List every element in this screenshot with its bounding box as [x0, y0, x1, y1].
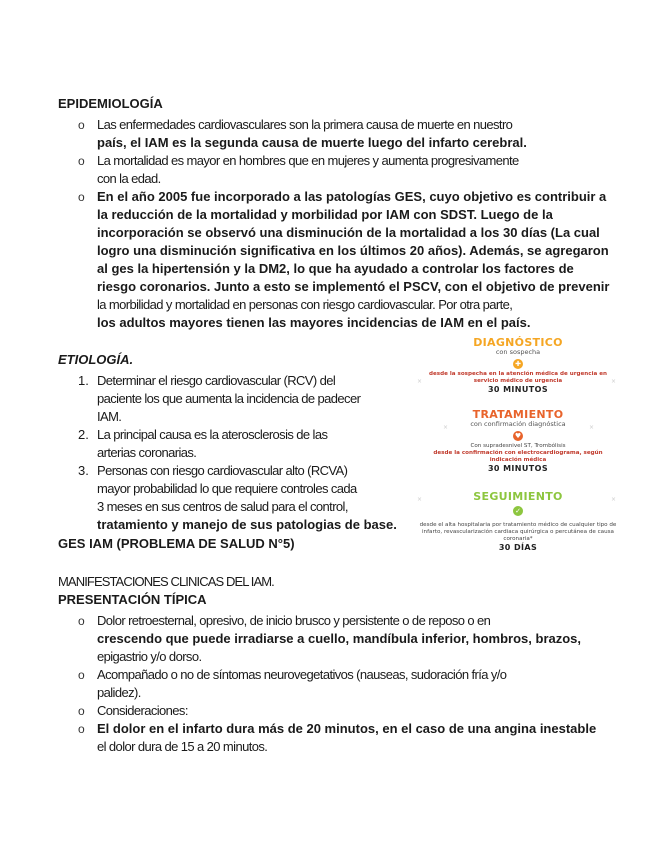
list-item: o La mortalidad es mayor en hombres que en mujeres y aumenta progresivamente con la edad. — [78, 153, 519, 186]
tratamiento-time: 30 MINUTOS — [487, 464, 549, 473]
seguimiento-desc: desde el alta hospitalaria por tratamiento médico de cualquier tipo de infarto, revascularización cardiaca quirúrgica o percutánea de causa coronaria* — [419, 522, 617, 542]
list-number: 2. — [78, 427, 89, 442]
epidemiologia-heading: EPIDEMIOLOGÍA — [58, 96, 163, 111]
seguimiento-time: 30 DÍAS — [498, 543, 538, 552]
list-item: o Acompañado o no de síntomas neurovegetativos (nauseas, sudoración fría y/o palidez). — [78, 667, 507, 700]
decorative-x-icon: × — [443, 424, 449, 431]
manifestaciones-heading: MANIFESTACIONES CLINICAS DEL IAM. — [58, 574, 274, 589]
etiologia-list — [58, 372, 418, 534]
seguimiento-block — [413, 490, 623, 552]
bullet-icon: o — [78, 704, 85, 718]
list-item: 1. Determinar el riesgo cardiovascular (RCV) del paciente los que aumenta la incidencia de padecer IAM. — [78, 373, 361, 424]
decorative-x-icon: × — [589, 424, 595, 431]
list-number: 1. — [78, 373, 89, 388]
list-item: o El dolor en el infarto dura más de 20 minutos, en el caso de una angina inestable el dolor dura de 15 a 20 minutos. — [78, 721, 597, 754]
decorative-x-icon: × — [611, 496, 617, 503]
list-item: o Las enfermedades cardiovasculares son la primera causa de muerte en nuestro país, el IAM es la segunda causa de muerte luego del infarto cerebral. — [78, 117, 527, 150]
tratamiento-desc1: Con supradesnivel ST, Trombólisis — [470, 443, 566, 449]
heart-icon: ♥ — [514, 432, 522, 440]
epidemiologia-list — [58, 116, 618, 332]
list-item: 3. Personas con riesgo cardiovascular alto (RCVA) mayor probabilidad lo que requiere controles cada 3 meses en sus centros de salud para el control, tratamiento y manejo de sus patologias de base. — [78, 463, 397, 532]
diagnostico-block — [413, 336, 623, 394]
list-item: o Dolor retroesternal, opresivo, de inicio brusco y persistente o de reposo o en crescendo que puede irradiarse a cuello, mandíbula inferior, hombros, brazos, epigastrio y/o dorso. — [78, 613, 582, 664]
bullet-icon: o — [78, 154, 85, 168]
diagnostico-time: 30 MINUTOS — [487, 385, 549, 394]
list-number: 3. — [78, 463, 89, 478]
bullet-icon: o — [78, 614, 85, 628]
tratamiento-desc2: desde la confirmación con electrocardiograma, según indicación médica — [433, 450, 603, 463]
diagnostico-title: DIAGNÓSTICO — [473, 336, 563, 349]
stethoscope-icon: ✚ — [513, 359, 523, 369]
bullet-icon: o — [78, 190, 85, 204]
tratamiento-block — [413, 408, 623, 473]
ges-line: GES IAM (PROBLEMA DE SALUD N°5) — [58, 536, 295, 551]
tratamiento-title: TRATAMIENTO — [472, 408, 564, 421]
diagnostico-desc: desde la sospecha en la atención médica de urgencia en servicio médico de urgencia — [428, 371, 607, 384]
list-item: o Consideraciones: — [78, 703, 188, 718]
bullet-icon: o — [78, 722, 85, 736]
decorative-x-icon: × — [417, 496, 423, 503]
check-icon: ✓ — [513, 506, 523, 516]
bullet-icon: o — [78, 118, 85, 132]
list-item: 2. La principal causa es la aterosclerosis de las arterias coronarias. — [78, 427, 328, 460]
list-item: o En el año 2005 fue incorporado a las patologías GES, cuyo objetivo es contribuir a la reducción de la mortalidad y morbilidad por IAM con SDST. Luego de la incorporación se observó una disminución de la mortalidad a los 30 días (La cual logro una disminución significativa en los últimos 20 años). Además, se agregaron al ges la hipertensión y la DM2, lo que ha ayudado a controlar los factores de riesgo coronarios. Junto a esto se implementó el PSCV, con el objetivo de prevenir la morbilidad y mortalidad en personas con riesgo cardiovascular. Por otra parte, los adultos mayores tienen las mayores incidencias de IAM en el país. — [78, 189, 610, 330]
decorative-x-icon: × — [611, 378, 617, 385]
decorative-x-icon: × — [417, 378, 423, 385]
etiologia-heading: ETIOLOGÍA. — [58, 352, 134, 367]
presentacion-heading: PRESENTACIÓN TÍPICA — [58, 592, 207, 607]
ges-infographic — [413, 336, 623, 572]
diagnostico-subtitle: con sospecha — [495, 348, 541, 356]
tratamiento-subtitle: con confirmación diagnóstica — [470, 420, 566, 428]
seguimiento-title: SEGUIMIENTO — [473, 490, 563, 503]
presentacion-list — [58, 612, 618, 756]
bullet-icon: o — [78, 668, 85, 682]
